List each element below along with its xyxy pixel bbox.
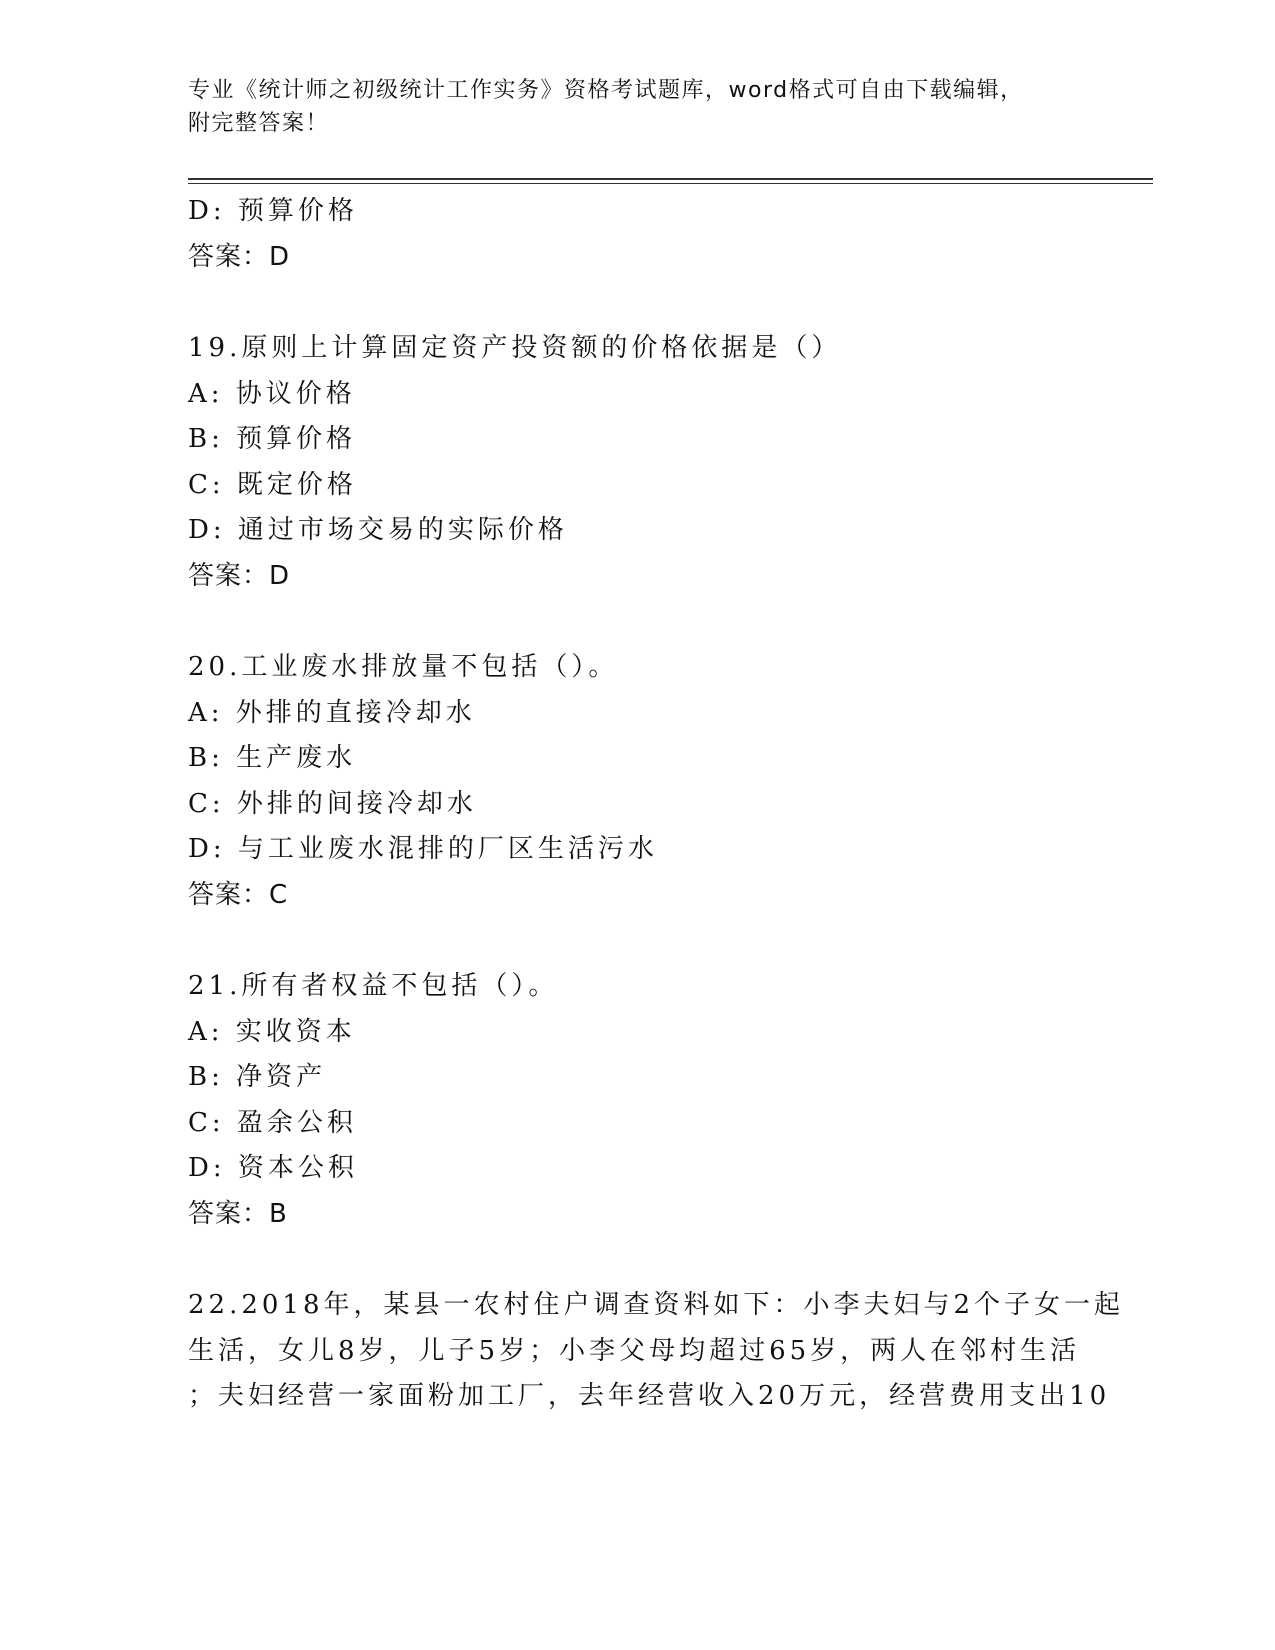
question-stem: 20.工业废水排放量不包括（）。 — [188, 652, 619, 682]
spacer — [188, 1237, 1088, 1283]
header-divider-thin — [188, 183, 1153, 184]
question-list — [188, 189, 1125, 1420]
answer-line: 答案：C — [188, 879, 289, 910]
question-stem: 19.原则上计算固定资产投资额的价格依据是（） — [188, 333, 842, 363]
spacer — [188, 280, 1088, 326]
option-d: D: 资本公积 — [188, 1153, 358, 1183]
question-20 — [188, 645, 1088, 918]
option-d: D: 与工业废水混排的厂区生活污水 — [188, 834, 658, 864]
option-d: D: 通过市场交易的实际价格 — [188, 515, 568, 545]
header-divider-thick — [188, 178, 1153, 180]
spacer — [188, 599, 1088, 645]
option-c: C: 外排的间接冷却水 — [188, 788, 477, 819]
option-c: C: 既定价格 — [188, 469, 357, 500]
option-a: A: 外排的直接冷却水 — [188, 697, 476, 728]
option-a: A: 实收资本 — [188, 1016, 356, 1047]
option-a: A: 协议价格 — [188, 378, 356, 409]
header-line-1: 专业《统计师之初级统计工作实务》资格考试题库，word格式可自由下载编辑， — [188, 78, 1024, 103]
answer-line: 答案：D — [188, 241, 291, 272]
spacer — [188, 918, 1088, 964]
question-19 — [188, 326, 1088, 599]
answer-line: 答案：D — [188, 560, 291, 591]
document-header — [188, 74, 1088, 140]
answer-line: 答案：B — [188, 1198, 288, 1229]
option-b: B: 净资产 — [188, 1062, 327, 1092]
question-stem: 21.所有者权益不包括（）。 — [188, 971, 559, 1001]
question-21 — [188, 964, 1088, 1237]
option-b: B: 生产废水 — [188, 743, 357, 773]
header-line-2: 附完整答案！ — [188, 111, 330, 136]
question-stem-line-2: 生活，女儿8岁，儿子5岁；小李父母均超过65岁，两人在邻村生活 — [188, 1335, 1081, 1366]
question-22 — [188, 1283, 1125, 1420]
question-stem-line-1: 22.2018年，某县一农村住户调查资料如下：小李夫妇与2个子女一起 — [188, 1290, 1125, 1320]
option-c: C: 盈余公积 — [188, 1107, 357, 1138]
option-d: D: 预算价格 — [188, 196, 358, 226]
question-stem-line-3: ；夫妇经营一家面粉加工厂，去年经营收入20万元，经营费用支出10 — [188, 1381, 1111, 1411]
option-b: B: 预算价格 — [188, 424, 357, 454]
